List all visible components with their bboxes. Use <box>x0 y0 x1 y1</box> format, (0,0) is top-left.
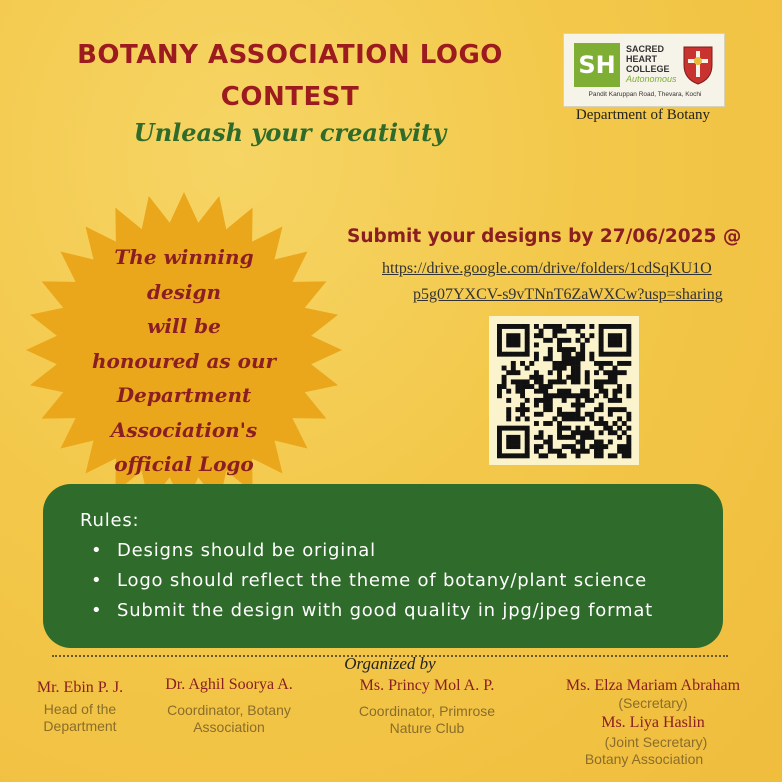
organizer-role: (Joint Secretary) <box>604 734 708 750</box>
qr-code[interactable] <box>489 316 639 465</box>
college-name-line-1: SACRED <box>626 44 665 54</box>
organizer-card <box>10 679 150 735</box>
award-line: Department <box>116 383 252 407</box>
rules-title: Rules: <box>80 510 140 531</box>
organizer-name: Ms. Liya Haslin <box>601 714 705 731</box>
college-name-line-3: COLLEGE <box>626 64 670 74</box>
award-line: The winning design <box>114 245 254 304</box>
submission-deadline: Submit your designs by 27/06/2025 @ <box>347 226 742 247</box>
department-name: Department of Botany <box>575 107 711 123</box>
award-message <box>78 240 290 482</box>
college-address: Pandit Karuppan Road, Thevara, Kochi <box>588 91 702 98</box>
organizer-card <box>334 677 520 737</box>
drive-link-line-1[interactable]: https://drive.google.com/drive/folders/1cdSqKU1O <box>382 260 712 277</box>
award-line: official Logo <box>114 452 254 476</box>
title-line-1: BOTANY ASSOCIATION LOGO <box>77 40 503 70</box>
organizer-name: Dr. Aghil Soorya A. <box>165 676 293 693</box>
award-line: will be <box>147 314 221 338</box>
organizer-name: Mr. Ebin P. J. <box>36 679 124 696</box>
organizer-role: (Secretary) <box>618 695 688 711</box>
rule-text: Submit the design with good quality in jpg/jpeg format <box>117 600 654 621</box>
organizer-card <box>536 677 770 768</box>
college-logo <box>563 33 725 107</box>
rule-text: Logo should reflect the theme of botany/plant science <box>117 570 648 591</box>
organizer-card <box>146 676 312 736</box>
organized-by-heading: Organized by <box>344 654 436 673</box>
organizer-role: Coordinator, Primrose <box>358 703 496 719</box>
bullet-icon: • <box>91 540 103 561</box>
drive-link-line-2[interactable]: p5g07YXCV-s9vTNnT6ZaWXCw?usp=sharing <box>413 286 723 303</box>
rule-item <box>91 600 653 621</box>
organizer-name: Ms. Princy Mol A. P. <box>359 677 495 694</box>
college-crest-icon <box>682 43 714 85</box>
organizer-role: Association <box>193 719 265 735</box>
bullet-icon: • <box>91 600 103 621</box>
rule-text: Designs should be original <box>117 540 376 561</box>
organizer-role: Nature Club <box>389 720 465 736</box>
award-line: honoured as our <box>91 348 277 373</box>
title-line-2: CONTEST <box>220 82 360 112</box>
college-name-line-4: Autonomous <box>626 74 677 84</box>
rules-panel <box>43 484 723 648</box>
college-initials: SH <box>574 43 620 87</box>
organizer-role: Head of the <box>43 701 117 717</box>
tagline: Unleash your creativity <box>133 118 447 147</box>
poster-title <box>40 34 540 118</box>
organizer-role: Botany Association <box>584 751 704 767</box>
bullet-icon: • <box>91 570 103 591</box>
award-line: Association's <box>110 417 258 442</box>
organizer-role: Coordinator, Botany <box>167 702 291 718</box>
rule-item <box>91 570 647 591</box>
college-name-line-2: HEART <box>626 54 657 64</box>
organizer-name: Ms. Elza Mariam Abraham <box>565 677 741 694</box>
qr-code-icon <box>489 316 639 465</box>
organizer-role: Department <box>43 718 117 734</box>
rule-item <box>91 540 376 561</box>
